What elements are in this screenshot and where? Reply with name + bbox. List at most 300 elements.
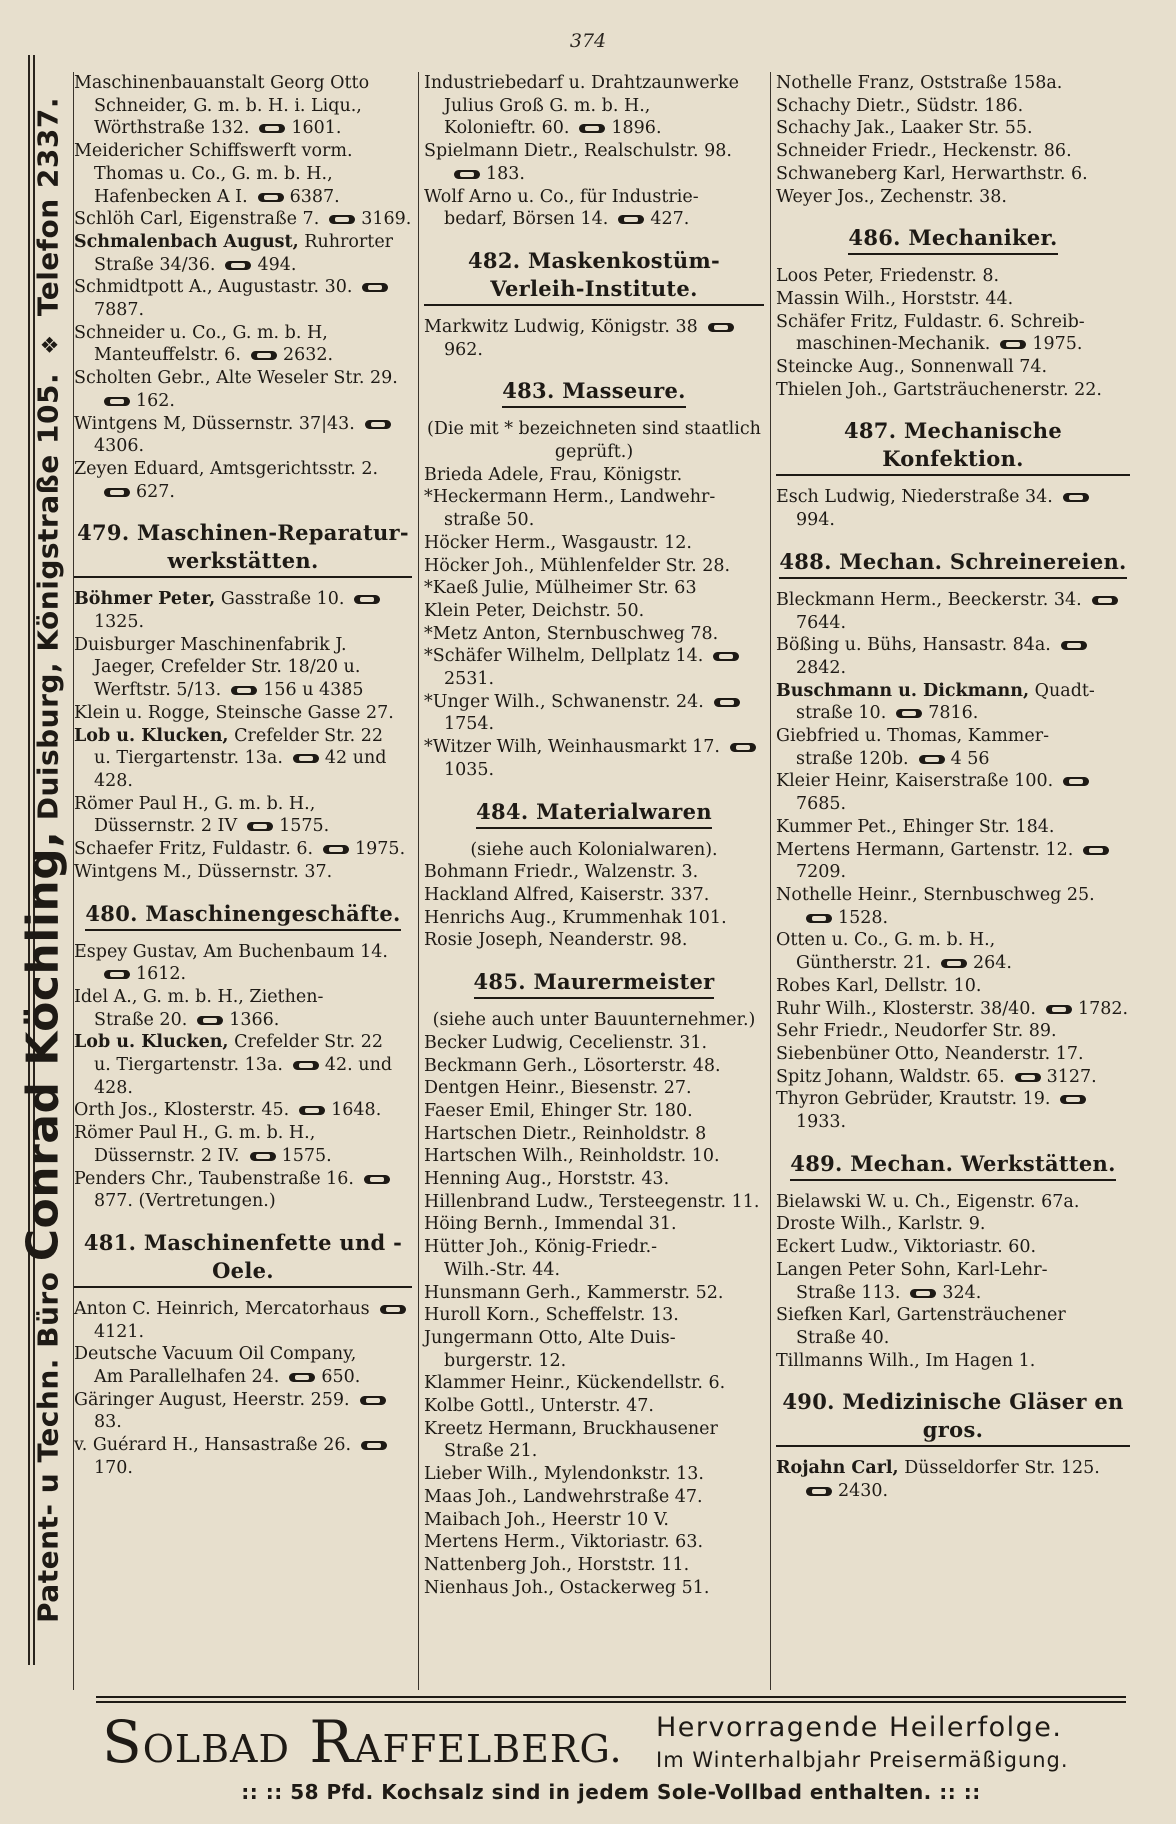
entry-line: Thomas u. Co., G. m. b. H.,	[94, 163, 333, 184]
directory-entry	[424, 1077, 764, 1100]
directory-entry	[74, 725, 412, 793]
telephone-icon	[231, 686, 257, 695]
telephone-icon	[1060, 1095, 1086, 1104]
entry-line: Spitz Johann, Waldstr. 65.	[776, 1066, 1005, 1087]
directory-entry	[776, 680, 1130, 725]
entry-line: Anton C. Heinrich, Mercatorhaus	[74, 1298, 370, 1319]
directory-entry	[776, 634, 1130, 679]
entry-line: Bleckmann Herm., Beeckerstr. 34.	[776, 589, 1082, 610]
entry-line: Düssernstr. 2 IV	[94, 816, 238, 837]
telephone-icon	[1063, 493, 1089, 502]
directory-entry	[74, 941, 412, 986]
section-title: 480. Maschinengeschäfte.	[85, 900, 400, 931]
phone-number: 2632.	[282, 345, 334, 366]
directory-entry	[74, 322, 412, 367]
entry-line: Nothelle Heinr., Sternbuschweg 25.	[776, 884, 1095, 905]
directory-entry	[74, 1389, 412, 1434]
directory-entry	[776, 1020, 1130, 1043]
entry-line: Schäfer Fritz, Fuldastr. 6. Schreib-	[776, 311, 1085, 332]
entry-line: Straße 40.	[796, 1327, 890, 1348]
entry-line: Weyer Jos., Zechenstr. 38.	[776, 186, 1007, 207]
telephone-icon	[1061, 641, 1087, 650]
entry-line: Industriebedarf u. Drahtzaunwerke	[424, 73, 739, 93]
phone-number: 1975.	[1032, 334, 1083, 355]
section-heading	[424, 968, 764, 999]
directory-entry	[424, 1327, 764, 1372]
entry-line: Mertens Herm., Viktoriastr. 63.	[424, 1532, 704, 1553]
phone-number: 4306.	[94, 436, 145, 457]
phone-number: 183.	[486, 163, 525, 184]
telephone-icon	[365, 420, 391, 429]
telephone-icon	[1015, 1073, 1041, 1082]
entry-line: Steincke Aug., Sonnenwall 74.	[776, 357, 1048, 378]
phone-number: 42 und 428.	[94, 748, 387, 791]
entry-line: Römer Paul H., G. m. b. H.,	[74, 1123, 316, 1144]
directory-entry	[424, 1032, 764, 1055]
directory-entry	[424, 577, 764, 600]
entry-group	[424, 316, 764, 361]
telephone-icon	[104, 488, 130, 497]
directory-entry	[776, 311, 1130, 356]
entry-line: Henning Aug., Horststr. 43.	[424, 1169, 670, 1190]
entry-line: Dentgen Heinr., Biesenstr. 27.	[424, 1078, 692, 1099]
entry-line: Mertens Hermann, Gartenstr. 12.	[776, 839, 1074, 860]
directory-entry	[424, 1395, 764, 1418]
entry-line: u. Tiergartenstr. 13a.	[94, 1055, 283, 1076]
phone-number: 7209.	[796, 862, 847, 883]
directory-entry	[74, 838, 412, 861]
entry-group	[776, 72, 1130, 208]
directory-entry	[424, 532, 764, 555]
directory-entry	[424, 486, 764, 531]
entry-line: Orth Jos., Klosterstr. 45.	[74, 1100, 290, 1121]
entry-line: *Kaeß Julie, Mülheimer Str. 63	[424, 578, 697, 599]
column-rule	[770, 72, 771, 1690]
entry-line: Crefelder Str. 22	[234, 725, 383, 746]
telephone-icon	[1083, 846, 1109, 855]
directory-entry	[424, 1463, 764, 1486]
section-heading	[424, 247, 764, 306]
directory-entry	[424, 1531, 764, 1554]
ad-brand-s: S	[102, 1708, 143, 1776]
telephone-icon	[329, 215, 355, 224]
phone-number: 1575.	[281, 1145, 332, 1166]
entry-line: Bielawski W. u. Ch., Eigenstr. 67a.	[776, 1191, 1080, 1212]
entry-line: Klein Peter, Deichstr. 50.	[424, 600, 645, 621]
section-title: 488. Mechan. Schreinereien.	[779, 548, 1126, 579]
entry-line: Jungermann Otto, Alte Duis-	[424, 1327, 676, 1348]
telephone-icon	[454, 170, 480, 179]
entry-line: Wörthstraße 132.	[94, 118, 250, 139]
phone-number: 994.	[796, 510, 835, 531]
entry-line: Hütter Joh., König-Friedr.-	[424, 1237, 658, 1258]
entry-line: v. Guérard H., Hansastraße 26.	[74, 1435, 352, 1456]
entry-line: Hartschen Wilh., Reinholdstr. 10.	[424, 1146, 720, 1167]
entry-line: Julius Groß G. m. b. H.,	[444, 95, 651, 116]
entry-line: Hartschen Dietr., Reinholdstr. 8	[424, 1123, 707, 1144]
entry-line: Ruhrorter	[304, 231, 394, 252]
entry-line: Höing Bernh., Immendal 31.	[424, 1214, 677, 1235]
section-note: (Die mit * bezeichneten sind staatlich geprüft.)	[427, 419, 761, 463]
entry-line: Gäringer August, Heerstr. 259.	[74, 1389, 350, 1410]
directory-entry	[74, 1434, 412, 1479]
section-title: 481. Maschinenfette und -Oele.	[74, 1229, 412, 1288]
directory-entry	[74, 861, 412, 884]
section-heading	[776, 224, 1130, 255]
directory-entry	[424, 1486, 764, 1509]
directory-entry	[74, 231, 412, 276]
directory-entry	[776, 140, 1130, 163]
entry-line: Nothelle Franz, Oststraße 158a.	[776, 73, 1063, 93]
telephone-icon	[225, 261, 251, 270]
entry-line: Robes Karl, Dellstr. 10.	[776, 975, 982, 996]
directory-entry	[776, 379, 1130, 402]
entry-line: Kolbe Gottl., Unterstr. 47.	[424, 1396, 654, 1417]
directory-entry	[424, 645, 764, 690]
entry-line: Otten u. Co., G. m. b. H.,	[776, 930, 996, 951]
entry-line: Meidericher Schiffswerft vorm.	[74, 141, 353, 162]
phone-number: 650.	[321, 1367, 361, 1388]
telephone-icon	[104, 970, 130, 979]
entry-group	[424, 1032, 764, 1600]
phone-number: 1366.	[229, 1009, 280, 1030]
entry-line: Schwaneberg Karl, Herwarthstr. 6.	[776, 163, 1088, 184]
directory-entry	[776, 1066, 1130, 1089]
telephone-icon	[806, 1487, 832, 1496]
entry-name-bold: Schmalenbach August,	[74, 231, 299, 252]
directory-entry	[776, 1304, 1130, 1349]
phone-number: 2430.	[838, 1481, 889, 1502]
directory-entry	[74, 1168, 412, 1213]
entry-line: Schneider u. Co., G. m. b. H,	[74, 322, 328, 343]
entry-line: Siebenbüner Otto, Neanderstr. 17.	[776, 1043, 1084, 1064]
directory-entry	[424, 1055, 764, 1078]
phone-number: 6387.	[289, 186, 340, 207]
phone-number: 1933.	[796, 1112, 847, 1133]
directory-entry	[424, 929, 764, 952]
section-title: 487. Mechanische Konfektion.	[776, 417, 1130, 476]
entry-line: Wintgens M, Düssernstr. 37|43.	[74, 413, 355, 434]
telephone-icon	[380, 1305, 406, 1314]
phone-number: 4 56	[950, 748, 990, 769]
entry-line: Kleier Heinr, Kaiserstraße 100.	[776, 771, 1054, 792]
directory-entry	[776, 770, 1130, 815]
directory-entry	[424, 1418, 764, 1463]
entry-name-bold: Lob u. Klucken,	[74, 725, 229, 746]
entry-line: Maibach Joh., Heerstr 10 V.	[424, 1509, 669, 1530]
entry-line: Faeser Emil, Ehinger Str. 180.	[424, 1100, 693, 1121]
directory-entry	[74, 413, 412, 458]
ad-heilerfolge: Hervorragende Heilerfolge.	[656, 1712, 1063, 1743]
entry-line: Ruhr Wilh., Klosterstr. 38/40.	[776, 998, 1036, 1019]
directory-entry	[74, 1099, 412, 1122]
phone-number: 1975.	[355, 839, 406, 860]
directory-columns	[74, 72, 1136, 1690]
phone-number: 7644.	[796, 612, 847, 633]
ad-bottom-line: :: :: 58 Pfd. Kochsalz sind in jedem Sole-Vollbad enthalten. :: ::	[241, 1780, 981, 1804]
telephone-icon	[708, 323, 734, 332]
entry-line: Manteuffelstr. 6.	[94, 345, 241, 366]
entry-line: Maas Joh., Landwehrstraße 47.	[424, 1486, 703, 1507]
entry-line: Schaefer Fritz, Fuldastr. 6.	[74, 839, 314, 860]
directory-entry	[74, 986, 412, 1031]
entry-line: Giebfried u. Thomas, Kammer-	[776, 726, 1050, 747]
directory-entry	[424, 186, 764, 231]
section-title: 483. Masseure.	[502, 377, 686, 408]
directory-entry	[74, 72, 412, 140]
directory-entry	[74, 634, 412, 702]
entry-line: Wilh.-Str. 44.	[444, 1259, 561, 1280]
telephone-icon	[1046, 1005, 1072, 1014]
telephone-icon	[259, 124, 285, 133]
directory-entry	[776, 1350, 1130, 1373]
telephone-icon	[197, 1016, 223, 1025]
directory-entry	[424, 1282, 764, 1305]
ad-rule	[96, 1701, 1126, 1703]
entry-line: Römer Paul H., G. m. b. H.,	[74, 793, 316, 814]
section-heading	[74, 1229, 412, 1288]
directory-entry	[424, 600, 764, 623]
phone-number: 1782.	[1078, 998, 1129, 1019]
phone-number: 494.	[257, 254, 297, 275]
column-3	[776, 72, 1130, 1690]
telephone-icon	[293, 754, 319, 763]
entry-line: Massin Wilh., Horststr. 44.	[776, 288, 1014, 309]
entry-line: straße 10.	[796, 703, 887, 724]
directory-entry	[776, 884, 1130, 929]
entry-line: Straße 34/36.	[94, 254, 216, 275]
entry-line: Kolonieftr. 60.	[444, 118, 570, 139]
entry-line: Hillenbrand Ludw., Tersteegenstr. 11.	[424, 1191, 760, 1212]
section-title: 479. Maschinen-Reparatur-werkstätten.	[74, 519, 412, 578]
telephone-icon	[910, 1289, 936, 1298]
entry-line: Düssernstr. 2 IV.	[94, 1145, 240, 1166]
directory-entry	[776, 186, 1130, 209]
entry-group	[424, 861, 764, 952]
entry-line: Klammer Heinr., Kückendellstr. 6.	[424, 1373, 726, 1394]
directory-entry	[776, 1236, 1130, 1259]
entry-line: Wolf Arno u. Co., für Industrie-	[424, 186, 699, 207]
directory-entry	[776, 929, 1130, 974]
entry-line: Idel A., G. m. b. H., Ziethen-	[74, 986, 324, 1007]
entry-line: Schlöh Carl, Eigenstraße 7.	[74, 209, 320, 230]
entry-line: Rosie Joseph, Neanderstr. 98.	[424, 930, 688, 951]
telephone-icon	[1000, 340, 1026, 349]
phone-number: 2842.	[796, 657, 847, 678]
entry-line: Wintgens M., Düssernstr. 37.	[74, 861, 333, 882]
entry-line: Quadt-	[1034, 680, 1095, 701]
telephone-icon	[362, 283, 388, 292]
directory-entry	[776, 356, 1130, 379]
directory-entry	[424, 884, 764, 907]
directory-entry	[776, 288, 1130, 311]
phone-number: 627.	[136, 481, 175, 502]
directory-entry	[424, 1236, 764, 1281]
bottom-advertisement	[96, 1696, 1126, 1806]
directory-entry	[424, 1554, 764, 1577]
telephone-icon	[364, 1175, 390, 1184]
telephone-icon	[354, 595, 380, 604]
entry-line: Thielen Joh., Gartsträuchenerstr. 22.	[776, 379, 1102, 400]
phone-number: 1528.	[838, 907, 889, 928]
directory-entry	[424, 1577, 764, 1600]
section-title: 486. Mechaniker.	[848, 224, 1057, 255]
directory-entry	[424, 1509, 764, 1532]
directory-entry	[776, 975, 1130, 998]
directory-entry	[424, 316, 764, 361]
section-heading	[74, 900, 412, 931]
directory-entry	[74, 208, 412, 231]
directory-entry	[776, 486, 1130, 531]
entry-group	[776, 486, 1130, 531]
entry-line: u. Tiergartenstr. 13a.	[94, 748, 283, 769]
section-title: 485. Maurermeister	[474, 968, 715, 999]
entry-line: Hafenbecken A I.	[94, 186, 248, 207]
directory-entry	[424, 1168, 764, 1191]
entry-line: Scholten Gebr., Alte Weseler Str. 29.	[74, 368, 398, 389]
phone-number: 170.	[94, 1457, 133, 1478]
section-title: 489. Mechan. Werkstätten.	[790, 1150, 1115, 1181]
entry-line: Schneider Friedr., Heckenstr. 86.	[776, 141, 1072, 162]
phone-number: 1648.	[331, 1100, 382, 1121]
telephone-icon	[941, 959, 967, 968]
directory-entry	[776, 117, 1130, 140]
telephone-icon	[713, 652, 739, 661]
section-heading	[424, 798, 764, 829]
entry-line: Bohmann Friedr., Walzenstr. 3.	[424, 862, 699, 883]
phone-number: 2531.	[444, 669, 495, 690]
entry-line: Sehr Friedr., Neudorfer Str. 89.	[776, 1021, 1057, 1042]
side-ad-part3: Duisburg, Königstraße 105.	[31, 372, 65, 821]
telephone-icon	[250, 1152, 276, 1161]
entry-group	[424, 72, 764, 231]
entry-line: Kummer Pet., Ehinger Str. 184.	[776, 816, 1055, 837]
entry-line: Am Parallelhafen 24.	[94, 1367, 280, 1388]
entry-group	[776, 265, 1130, 401]
phone-number: 1601.	[291, 118, 342, 139]
side-ad-part4: Telefon 2337.	[31, 97, 65, 317]
entry-line: Straße 20.	[94, 1009, 188, 1030]
phone-number: 324.	[942, 1282, 982, 1303]
entry-line: Droste Wilh., Karlstr. 9.	[776, 1214, 986, 1235]
directory-entry	[776, 265, 1130, 288]
section-note: (siehe auch unter Bauunternehmer.)	[432, 1010, 756, 1031]
entry-name-bold: Buschmann u. Dickmann,	[776, 680, 1030, 701]
entry-group	[74, 941, 412, 1213]
entry-group	[776, 589, 1130, 1134]
telephone-icon	[1092, 596, 1118, 605]
directory-entry	[74, 140, 412, 208]
section-heading	[74, 519, 412, 578]
directory-entry	[74, 458, 412, 503]
entry-line: Jaeger, Crefelder Str. 18/20 u.	[94, 657, 361, 678]
entry-line: Nattenberg Joh., Horststr. 11.	[424, 1554, 690, 1575]
side-ad-part2: Conrad Köchling,	[17, 830, 69, 1262]
entry-line: Eckert Ludw., Viktoriastr. 60.	[776, 1237, 1037, 1258]
entry-group	[74, 1298, 412, 1480]
telephone-icon	[360, 1396, 386, 1405]
directory-entry	[776, 839, 1130, 884]
side-ad-text	[18, 60, 69, 1660]
directory-entry	[424, 736, 764, 781]
entry-line: Siefken Karl, Gartensträuchener	[776, 1305, 1066, 1326]
entry-line: Becker Ludwig, Cecelienstr. 31.	[424, 1032, 708, 1053]
phone-number: 264.	[972, 953, 1012, 974]
entry-line: Maschinenbauanstalt Georg Otto	[74, 73, 370, 93]
directory-entry	[776, 1043, 1130, 1066]
entry-line: Schachy Jak., Laaker Str. 55.	[776, 118, 1033, 139]
directory-entry	[74, 588, 412, 633]
telephone-icon	[247, 822, 273, 831]
section-title: 490. Medizinische Gläser en gros.	[776, 1388, 1130, 1447]
directory-entry	[424, 1372, 764, 1395]
ad-rule	[96, 1696, 1126, 1698]
phone-number: 83.	[94, 1412, 122, 1433]
phone-number: 877. (Vertretungen.)	[94, 1191, 276, 1212]
directory-entry	[424, 1145, 764, 1168]
directory-entry	[776, 1213, 1130, 1236]
entry-line: Nienhaus Joh., Ostackerweg 51.	[424, 1577, 710, 1598]
entry-line: Straße 21.	[444, 1441, 538, 1462]
entry-line: Brieda Adele, Frau, Königstr.	[424, 464, 683, 485]
directory-entry	[74, 276, 412, 321]
directory-entry	[74, 1122, 412, 1167]
telephone-icon	[258, 193, 284, 202]
directory-entry	[74, 1031, 412, 1099]
directory-entry	[776, 816, 1130, 839]
entry-line: *Witzer Wilh, Weinhausmarkt 17.	[424, 737, 720, 758]
entry-group	[776, 1191, 1130, 1373]
entry-line: maschinen-Mechanik.	[796, 334, 991, 355]
directory-entry	[776, 1457, 1130, 1502]
section-note: (siehe auch Kolonialwaren).	[470, 839, 718, 860]
telephone-icon	[104, 397, 130, 406]
telephone-icon	[618, 215, 644, 224]
section-title: 484. Materialwaren	[476, 798, 712, 829]
ad-brand-olbad: OLBAD	[142, 1727, 290, 1771]
entry-line: Güntherstr. 21.	[796, 953, 931, 974]
column-2	[424, 72, 764, 1690]
entry-group	[776, 1457, 1130, 1502]
directory-entry	[424, 1213, 764, 1236]
entry-line: Klein u. Rogge, Steinsche Gasse 27.	[74, 702, 394, 723]
phone-number: 7816.	[928, 703, 979, 724]
column-1	[74, 72, 412, 1690]
directory-entry	[424, 140, 764, 185]
directory-entry	[776, 163, 1130, 186]
directory-entry	[424, 907, 764, 930]
section-heading	[776, 1388, 1130, 1447]
telephone-icon	[299, 1106, 325, 1115]
entry-line: Gasstraße 10.	[220, 589, 345, 610]
phone-number: 162.	[136, 390, 175, 411]
ad-brand-r: R	[309, 1708, 355, 1776]
entry-line: Espey Gustav, Am Buchenbaum 14.	[74, 941, 388, 962]
phone-number: 7685.	[796, 794, 847, 815]
entry-line: Loos Peter, Friedenstr. 8.	[776, 266, 1000, 287]
phone-number: 1035.	[444, 759, 495, 780]
entry-line: Tillmanns Wilh., Im Hagen 1.	[776, 1350, 1036, 1371]
telephone-icon	[251, 351, 277, 360]
entry-group	[74, 72, 412, 503]
directory-entry	[776, 589, 1130, 634]
telephone-icon	[919, 755, 945, 764]
entry-line: Schneider, G. m. b. H. i. Liqu.,	[94, 95, 362, 116]
entry-name-bold: Lob u. Klucken,	[74, 1032, 229, 1053]
directory-entry	[424, 1123, 764, 1146]
entry-line: Spielmann Dietr., Realschulstr. 98.	[424, 141, 732, 162]
directory-entry	[424, 691, 764, 736]
